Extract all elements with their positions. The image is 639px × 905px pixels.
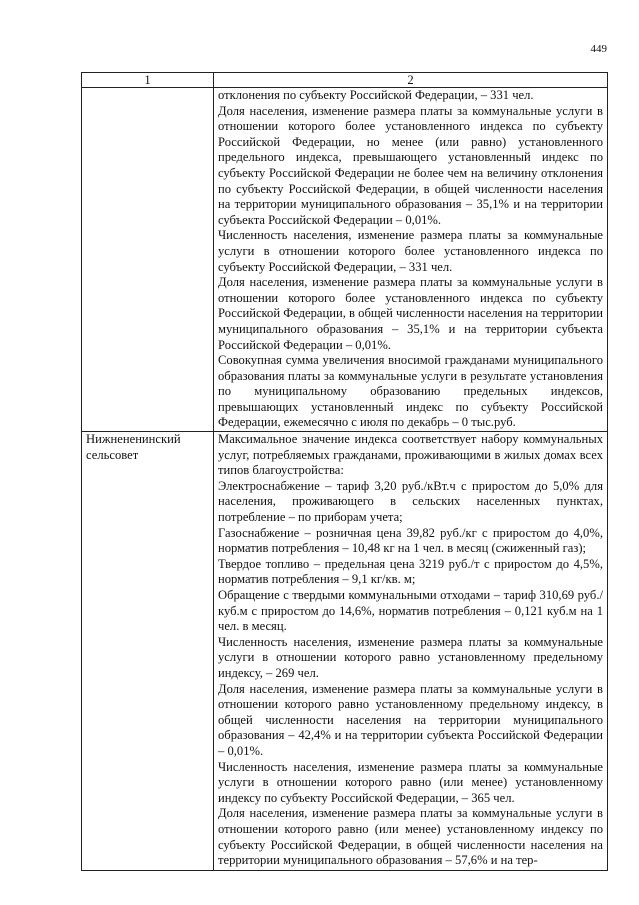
paragraph: Обращение с твердыми коммунальными отходами – тариф 310,69 руб./куб.м с приростом до 14,6%, норматив потребления – 0,121 куб.м на 1 чел. в месяц. xyxy=(218,588,603,634)
paragraph: Доля населения, изменение размера платы за коммунальные услуги в отношении которого более установленного индекса по субъекту Российской Федерации, но менее (или равно) установленного предельного индекса, превышающего установленный индекс по субъекту Российской Федерации не более чем на величину отклонения по субъекту Российской Федерации, в общей численности населения на территории муниципального образования – 35,1% и на территории субъекта Российской Федерации – 0,01%. xyxy=(218,103,603,227)
description-cell xyxy=(214,88,608,432)
column-header-1: 1 xyxy=(82,73,214,88)
paragraph: Численность населения, изменение размера платы за коммунальные услуги в отношении которого равно установленному предельному индексу, – 269 чел. xyxy=(218,634,603,680)
paragraph: Доля населения, изменение размера платы за коммунальные услуги в отношении которого равно установленному предельному индексу, в общей численности населения на территории муниципального образования – 42,4% и на территории субъекта Российской Федерации – 0,01%. xyxy=(218,681,603,758)
paragraph: Совокупная сумма увеличения вносимой гражданами муниципального образования платы за коммунальные услуги в результате установления по муниципальному образованию предельных индексов, превышающих установленный индекс по субъекту Российской Федерации, ежемесячно с июля по декабрь – 0 тыс.руб. xyxy=(218,353,603,430)
column-header-2: 2 xyxy=(214,73,608,88)
paragraph: Твердое топливо – предельная цена 3219 руб./т с приростом до 4,5%, норматив потребления – 9,1 кг/кв. м; xyxy=(218,556,603,587)
paragraph: Газоснабжение – розничная цена 39,82 руб./кг с приростом до 4,0%, норматив потребления – 10,48 кг на 1 чел. в месяц (сжиженный газ); xyxy=(218,525,603,556)
data-table xyxy=(81,72,608,871)
table-row xyxy=(82,88,608,432)
paragraph: Электроснабжение – тариф 3,20 руб./кВт.ч с приростом до 5,0% для населения, проживающего в сельских населенных пунктах, потребление – по приборам учета; xyxy=(218,478,603,525)
paragraph: Доля населения, изменение размера платы за коммунальные услуги в отношении которого равно (или менее) установленному индексу по субъекту Российской Федерации, в общей численности населения на территории муниципального образования – 57,6% и на тер- xyxy=(218,806,603,868)
paragraph: Численность населения, изменение размера платы за коммунальные услуги в отношении которого более установленного индекса по субъекту Российской Федерации, – 331 чел. xyxy=(218,228,603,274)
table-header-row xyxy=(82,73,608,88)
region-cell: Нижнененинский сельсовет xyxy=(82,432,214,871)
paragraph: Доля населения, изменение размера платы за коммунальные услуги в отношении которого более установленного индекса по субъекту Российской Федерации, в общей численности населения на территории муниципального образования – 35,1% и на территории субъекта Российской Федерации – 0,01%. xyxy=(218,275,603,352)
region-cell xyxy=(82,88,214,432)
table-row xyxy=(82,432,608,871)
description-cell xyxy=(214,432,608,871)
paragraph: Максимальное значение индекса соответствует набору коммунальных услуг, потребляемых гражданами, проживающими в жилых домах всех типов благоустройства: xyxy=(218,432,603,478)
page-number: 449 xyxy=(590,43,607,55)
paragraph: отклонения по субъекту Российской Федерации, – 331 чел. xyxy=(218,88,534,102)
paragraph: Численность населения, изменение размера платы за коммунальные услуги в отношении которого равно (или менее) установленному индексу по субъекту Российской Федерации, – 365 чел. xyxy=(218,759,603,805)
